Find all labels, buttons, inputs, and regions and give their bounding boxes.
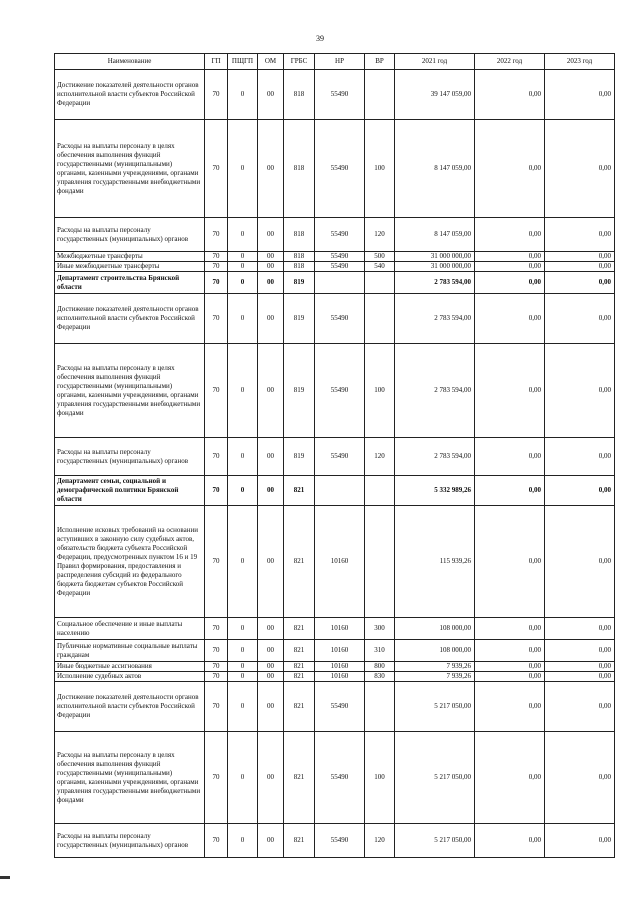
table-row <box>55 218 615 252</box>
cell-2023: 0,00 <box>545 344 615 438</box>
cell-name: Исполнение судебных актов <box>55 672 205 682</box>
cell-2021: 2 783 594,00 <box>395 272 475 294</box>
cell-vr <box>365 70 395 120</box>
cell-vr <box>365 476 395 506</box>
header-2022: 2022 год <box>475 54 545 70</box>
cell-nr: 55490 <box>315 438 365 476</box>
cell-name: Достижение показателей деятельности органов исполнительной власти субъектов Российской Федерации <box>55 682 205 732</box>
cell-grbs: 819 <box>284 438 315 476</box>
cell-vr: 830 <box>365 672 395 682</box>
cell-pgp: 0 <box>228 672 258 682</box>
cell-name: Департамент строительства Брянской области <box>55 272 205 294</box>
table-row <box>55 438 615 476</box>
cell-grbs: 821 <box>284 476 315 506</box>
cell-2021: 31 000 000,00 <box>395 262 475 272</box>
cell-grbs: 821 <box>284 662 315 672</box>
cell-vr: 300 <box>365 618 395 640</box>
cell-om: 00 <box>258 344 284 438</box>
cell-gp: 70 <box>205 294 228 344</box>
cell-2023: 0,00 <box>545 662 615 672</box>
cell-2021: 5 217 050,00 <box>395 732 475 824</box>
table-row <box>55 662 615 672</box>
cell-nr: 55490 <box>315 344 365 438</box>
cell-2022: 0,00 <box>475 662 545 672</box>
cell-nr: 55490 <box>315 682 365 732</box>
cell-gp: 70 <box>205 506 228 618</box>
cell-name: Исполнение исковых требований на основании вступивших в законную силу судебных актов, обязательств бюджета субъекта Российской Федерации, предусмотренных пунктом 16 и 19 Правил формирования, предоставления и распределения субсидий из федерального бюджета бюджетам субъектов Российской Федерации <box>55 506 205 618</box>
cell-2023: 0,00 <box>545 120 615 218</box>
cell-grbs: 818 <box>284 252 315 262</box>
cell-vr: 120 <box>365 438 395 476</box>
cell-2022: 0,00 <box>475 272 545 294</box>
cell-2022: 0,00 <box>475 476 545 506</box>
cell-2021: 39 147 059,00 <box>395 70 475 120</box>
cell-pgp: 0 <box>228 438 258 476</box>
cell-gp: 70 <box>205 640 228 662</box>
header-2021: 2021 год <box>395 54 475 70</box>
cell-om: 00 <box>258 120 284 218</box>
cell-pgp: 0 <box>228 506 258 618</box>
header-pgp: ПЩГП <box>228 54 258 70</box>
cell-gp: 70 <box>205 732 228 824</box>
table-row <box>55 70 615 120</box>
cell-name: Департамент семьи, социальной и демографической политики Брянской области <box>55 476 205 506</box>
cell-2022: 0,00 <box>475 618 545 640</box>
cell-name: Достижение показателей деятельности органов исполнительной власти субъектов Российской Федерации <box>55 70 205 120</box>
cell-2021: 108 000,00 <box>395 618 475 640</box>
cell-grbs: 821 <box>284 672 315 682</box>
cell-gp: 70 <box>205 252 228 262</box>
cell-pgp: 0 <box>228 682 258 732</box>
table-row <box>55 476 615 506</box>
cell-gp: 70 <box>205 824 228 858</box>
cell-2021: 2 783 594,00 <box>395 344 475 438</box>
cell-vr: 100 <box>365 732 395 824</box>
cell-vr: 100 <box>365 120 395 218</box>
cell-name: Социальное обеспечение и иные выплаты населению <box>55 618 205 640</box>
cell-nr: 10160 <box>315 662 365 672</box>
cell-gp: 70 <box>205 70 228 120</box>
cell-gp: 70 <box>205 438 228 476</box>
cell-pgp: 0 <box>228 218 258 252</box>
cell-2022: 0,00 <box>475 262 545 272</box>
cell-2021: 8 147 059,00 <box>395 218 475 252</box>
cell-grbs: 819 <box>284 272 315 294</box>
cell-2021: 115 939,26 <box>395 506 475 618</box>
cell-2021: 5 332 989,26 <box>395 476 475 506</box>
cell-2021: 8 147 059,00 <box>395 120 475 218</box>
cell-nr: 10160 <box>315 672 365 682</box>
cell-nr <box>315 272 365 294</box>
cell-nr: 55490 <box>315 70 365 120</box>
cell-2023: 0,00 <box>545 70 615 120</box>
cell-om: 00 <box>258 506 284 618</box>
header-2023: 2023 год <box>545 54 615 70</box>
cell-2022: 0,00 <box>475 252 545 262</box>
cell-om: 00 <box>258 294 284 344</box>
cell-name: Иные бюджетные ассигнования <box>55 662 205 672</box>
cell-2021: 31 000 000,00 <box>395 252 475 262</box>
cell-2023: 0,00 <box>545 640 615 662</box>
table-row <box>55 618 615 640</box>
cell-gp: 70 <box>205 272 228 294</box>
cell-grbs: 821 <box>284 824 315 858</box>
cell-name: Расходы на выплаты персоналу в целях обеспечения выполнения функций государственными (муниципальными) органами, казенными учреждениями, органами управления государственными внебюджетными фондами <box>55 732 205 824</box>
cell-2023: 0,00 <box>545 294 615 344</box>
cell-nr: 55490 <box>315 294 365 344</box>
cell-nr: 55490 <box>315 120 365 218</box>
cell-vr <box>365 294 395 344</box>
cell-vr: 120 <box>365 218 395 252</box>
cell-vr: 310 <box>365 640 395 662</box>
table-row <box>55 682 615 732</box>
cell-name: Расходы на выплаты персоналу государственных (муниципальных) органов <box>55 438 205 476</box>
header-gp: ГП <box>205 54 228 70</box>
cell-gp: 70 <box>205 120 228 218</box>
cell-om: 00 <box>258 262 284 272</box>
cell-grbs: 818 <box>284 120 315 218</box>
cell-nr: 10160 <box>315 618 365 640</box>
cell-pgp: 0 <box>228 262 258 272</box>
cell-om: 00 <box>258 682 284 732</box>
cell-om: 00 <box>258 218 284 252</box>
cell-2022: 0,00 <box>475 506 545 618</box>
cell-vr: 120 <box>365 824 395 858</box>
cell-2022: 0,00 <box>475 120 545 218</box>
cell-name: Достижение показателей деятельности органов исполнительной власти субъектов Российской Федерации <box>55 294 205 344</box>
table-row <box>55 640 615 662</box>
cell-vr <box>365 506 395 618</box>
cell-grbs: 818 <box>284 218 315 252</box>
cell-name: Расходы на выплаты персоналу в целях обеспечения выполнения функций государственными (муниципальными) органами, казенными учреждениями, органами управления государственными внебюджетными фондами <box>55 344 205 438</box>
cell-2021: 108 000,00 <box>395 640 475 662</box>
cell-grbs: 818 <box>284 262 315 272</box>
cell-grbs: 821 <box>284 732 315 824</box>
cell-pgp: 0 <box>228 120 258 218</box>
cell-gp: 70 <box>205 618 228 640</box>
table-row <box>55 272 615 294</box>
header-name: Наименование <box>55 54 205 70</box>
cell-2023: 0,00 <box>545 262 615 272</box>
header-vr: ВР <box>365 54 395 70</box>
cell-2022: 0,00 <box>475 672 545 682</box>
scan-mark <box>0 876 10 879</box>
cell-2023: 0,00 <box>545 218 615 252</box>
table-row <box>55 252 615 262</box>
table-row <box>55 672 615 682</box>
cell-nr: 55490 <box>315 732 365 824</box>
cell-nr: 10160 <box>315 506 365 618</box>
cell-pgp: 0 <box>228 70 258 120</box>
cell-name: Расходы на выплаты персоналу государственных (муниципальных) органов <box>55 824 205 858</box>
cell-grbs: 821 <box>284 506 315 618</box>
cell-gp: 70 <box>205 476 228 506</box>
cell-2021: 2 783 594,00 <box>395 438 475 476</box>
cell-2022: 0,00 <box>475 682 545 732</box>
cell-vr: 800 <box>365 662 395 672</box>
cell-pgp: 0 <box>228 662 258 672</box>
table-row <box>55 732 615 824</box>
cell-grbs: 821 <box>284 640 315 662</box>
cell-2021: 5 217 050,00 <box>395 682 475 732</box>
cell-2022: 0,00 <box>475 70 545 120</box>
cell-2023: 0,00 <box>545 438 615 476</box>
cell-grbs: 821 <box>284 618 315 640</box>
header-grbs: ГРБС <box>284 54 315 70</box>
cell-2022: 0,00 <box>475 824 545 858</box>
cell-vr <box>365 272 395 294</box>
cell-om: 00 <box>258 732 284 824</box>
page-number: 39 <box>316 34 324 43</box>
cell-om: 00 <box>258 272 284 294</box>
cell-2023: 0,00 <box>545 618 615 640</box>
budget-table <box>54 53 615 858</box>
cell-om: 00 <box>258 252 284 262</box>
cell-pgp: 0 <box>228 344 258 438</box>
cell-pgp: 0 <box>228 824 258 858</box>
cell-2023: 0,00 <box>545 672 615 682</box>
cell-grbs: 821 <box>284 682 315 732</box>
cell-2023: 0,00 <box>545 682 615 732</box>
cell-nr: 55490 <box>315 824 365 858</box>
header-nr: НР <box>315 54 365 70</box>
cell-om: 00 <box>258 618 284 640</box>
table-header-row <box>55 54 615 70</box>
cell-grbs: 819 <box>284 294 315 344</box>
cell-2022: 0,00 <box>475 438 545 476</box>
cell-gp: 70 <box>205 344 228 438</box>
table-row <box>55 506 615 618</box>
cell-2023: 0,00 <box>545 506 615 618</box>
cell-nr: 55490 <box>315 218 365 252</box>
cell-vr <box>365 682 395 732</box>
cell-2022: 0,00 <box>475 294 545 344</box>
cell-2023: 0,00 <box>545 272 615 294</box>
cell-vr: 500 <box>365 252 395 262</box>
cell-2023: 0,00 <box>545 476 615 506</box>
cell-2022: 0,00 <box>475 344 545 438</box>
cell-om: 00 <box>258 662 284 672</box>
cell-pgp: 0 <box>228 294 258 344</box>
cell-nr: 55490 <box>315 252 365 262</box>
table-row <box>55 344 615 438</box>
cell-pgp: 0 <box>228 252 258 262</box>
table-row <box>55 262 615 272</box>
cell-nr <box>315 476 365 506</box>
cell-2021: 2 783 594,00 <box>395 294 475 344</box>
cell-om: 00 <box>258 672 284 682</box>
cell-name: Иные межбюджетные трансферты <box>55 262 205 272</box>
cell-2021: 7 939,26 <box>395 672 475 682</box>
cell-2022: 0,00 <box>475 218 545 252</box>
cell-om: 00 <box>258 824 284 858</box>
cell-pgp: 0 <box>228 272 258 294</box>
cell-gp: 70 <box>205 218 228 252</box>
cell-om: 00 <box>258 640 284 662</box>
cell-2021: 7 939,26 <box>395 662 475 672</box>
header-om: ОМ <box>258 54 284 70</box>
cell-grbs: 819 <box>284 344 315 438</box>
cell-2022: 0,00 <box>475 732 545 824</box>
cell-om: 00 <box>258 476 284 506</box>
cell-gp: 70 <box>205 672 228 682</box>
cell-name: Расходы на выплаты персоналу в целях обеспечения выполнения функций государственными (муниципальными) органами, казенными учреждениями, органами управления государственными внебюджетными фондами <box>55 120 205 218</box>
cell-nr: 10160 <box>315 640 365 662</box>
cell-2022: 0,00 <box>475 640 545 662</box>
cell-vr: 100 <box>365 344 395 438</box>
cell-gp: 70 <box>205 662 228 672</box>
cell-nr: 55490 <box>315 262 365 272</box>
cell-2021: 5 217 050,00 <box>395 824 475 858</box>
cell-2023: 0,00 <box>545 732 615 824</box>
cell-2023: 0,00 <box>545 824 615 858</box>
table-row <box>55 294 615 344</box>
cell-name: Публичные нормативные социальные выплаты гражданам <box>55 640 205 662</box>
cell-name: Расходы на выплаты персоналу государственных (муниципальных) органов <box>55 218 205 252</box>
table-row <box>55 824 615 858</box>
cell-pgp: 0 <box>228 732 258 824</box>
cell-gp: 70 <box>205 682 228 732</box>
cell-pgp: 0 <box>228 618 258 640</box>
cell-pgp: 0 <box>228 640 258 662</box>
cell-grbs: 818 <box>284 70 315 120</box>
cell-gp: 70 <box>205 262 228 272</box>
cell-name: Межбюджетные трансферты <box>55 252 205 262</box>
table-row <box>55 120 615 218</box>
cell-2023: 0,00 <box>545 252 615 262</box>
cell-pgp: 0 <box>228 476 258 506</box>
cell-om: 00 <box>258 70 284 120</box>
cell-vr: 540 <box>365 262 395 272</box>
cell-om: 00 <box>258 438 284 476</box>
